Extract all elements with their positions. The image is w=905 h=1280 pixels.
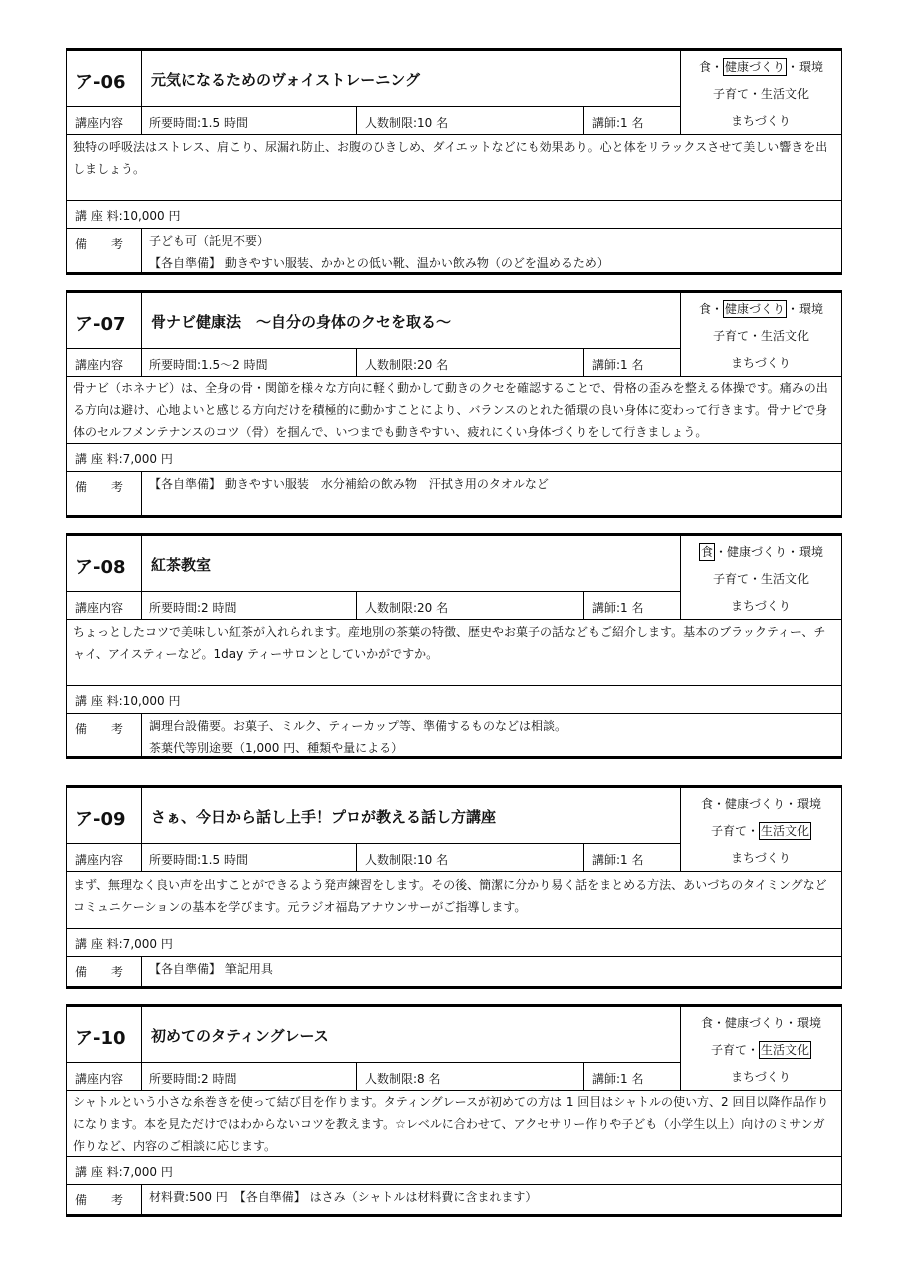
- category-life-selected: 生活文化: [761, 824, 810, 838]
- category-row-2: 子育て・ 生活文化: [710, 824, 810, 838]
- course-capacity: 人数制限:8 名: [365, 1072, 441, 1086]
- category-row-2: 子育て・生活文化: [712, 329, 810, 343]
- course-card-a10: [66, 1004, 842, 1217]
- remark-line: 【各自準備】 筆記用具: [149, 962, 273, 976]
- label-remarks: 備 考: [75, 480, 124, 494]
- remark-line: 子ども可（託児不要）: [149, 234, 270, 248]
- course-fee: :7,000 円: [118, 937, 173, 951]
- course-description: まず、無理なく良い声を出すことができるよう発声練習をします。その後、簡潔に分かり易く話をまとめる方法、あいづちのタイミングなどコミュニケーションの基本を学びます。元ラジオ福島アナウンサーがご指導します。: [73, 878, 827, 914]
- course-instructor: 講師:1 名: [592, 1072, 644, 1086]
- course-title: 初めてのタティングレース: [151, 1027, 329, 1045]
- course-code: ア-10: [75, 1028, 126, 1049]
- course-capacity: 人数制限:10 名: [365, 116, 449, 130]
- course-description: 骨ナビ（ホネナビ）は、全身の骨・関節を様々な方向に軽く動かして動きのクセを確認することで、骨格の歪みを整える体操です。痛みの出る方向は避け、心地よいと感じる方向だけを積極的に動かすことにより、バランスのとれた循環の良い身体に変わって行きます。骨ナビで身体のセルフメンテナンスのコツ（骨）を掴んで、いつまでも動きやすい、疲れにくい身体づくりをして行きましょう。: [73, 381, 828, 439]
- course-title: 骨ナビ健康法 ～自分の身体のクセを取る～: [151, 313, 452, 331]
- course-fee: :10,000 円: [118, 209, 181, 223]
- category-row-3: まちづくり: [731, 114, 791, 128]
- course-fee: :7,000 円: [118, 452, 173, 466]
- category-row-3: まちづくり: [731, 356, 791, 370]
- course-capacity: 人数制限:20 名: [365, 601, 449, 615]
- category-food-selected: 食: [700, 545, 713, 559]
- label-remarks: 備 考: [75, 965, 124, 979]
- course-time: 所要時間:2 時間: [149, 1072, 237, 1086]
- category-row-1: 食 ・健康づくり・環境: [700, 545, 824, 559]
- label-remarks: 備 考: [75, 237, 124, 251]
- course-title: 紅茶教室: [151, 556, 212, 574]
- category-health-selected: 健康づくり: [724, 302, 785, 316]
- fee-row: 講 座 料:7,000 円: [75, 452, 173, 466]
- course-time: 所要時間:1.5～2 時間: [149, 358, 268, 372]
- category-row-1: 食・ 健康づくり ・環境: [698, 60, 824, 74]
- fee-row: 講 座 料:10,000 円: [75, 694, 181, 708]
- label-remarks: 備 考: [75, 1193, 124, 1207]
- category-row-1: 食・健康づくり・環境: [700, 797, 822, 811]
- course-code: ア-07: [75, 314, 126, 335]
- remark-line: 【各自準備】 動きやすい服装、かかとの低い靴、温かい飲み物（のどを温めるため）: [149, 256, 609, 270]
- label-content: 講座内容: [75, 358, 124, 372]
- category-row-3: まちづくり: [731, 1070, 791, 1084]
- course-card-a08: [66, 533, 842, 759]
- course-fee: :7,000 円: [118, 1165, 173, 1179]
- course-instructor: 講師:1 名: [592, 853, 644, 867]
- course-instructor: 講師:1 名: [592, 601, 644, 615]
- course-description: シャトルという小さな糸巻きを使って結び目を作ります。タティングレースが初めての方は 1 回目はシャトルの使い方、2 回目以降作品作りになります。本を見ただけではわからないコツを教えます。☆レベルに合わせて、アクセサリー作りや子ども（小学生以上）向けのミサンガ作りなど、内容のご相談に応じます。: [73, 1095, 829, 1153]
- course-card-a07: [66, 290, 842, 518]
- course-title: さぁ、今日から話し上手！プロが教える話し方講座: [151, 808, 497, 826]
- course-remarks: [149, 1186, 537, 1208]
- course-remarks: [149, 715, 567, 759]
- fee-row: 講 座 料:7,000 円: [75, 937, 173, 951]
- course-time: 所要時間:2 時間: [149, 601, 237, 615]
- course-fee: :10,000 円: [118, 694, 181, 708]
- label-content: 講座内容: [75, 1072, 124, 1086]
- course-description: ちょっとしたコツで美味しい紅茶が入れられます。産地別の茶葉の特徴、歴史やお菓子の話などもご紹介します。基本のブラックティー、チャイ、アイスティーなど。1day ティーサロンとしていかがですか。: [73, 625, 826, 661]
- course-code: ア-06: [75, 72, 126, 93]
- remark-line: 調理台設備要。お菓子、ミルク、ティーカップ等、準備するものなどは相談。: [149, 719, 567, 733]
- fee-row: 講 座 料:10,000 円: [75, 209, 181, 223]
- category-row-2: 子育て・生活文化: [712, 572, 810, 586]
- course-code: ア-08: [75, 557, 126, 578]
- fee-row: 講 座 料:7,000 円: [75, 1165, 173, 1179]
- course-capacity: 人数制限:20 名: [365, 358, 449, 372]
- label-content: 講座内容: [75, 601, 124, 615]
- category-row-3: まちづくり: [731, 851, 791, 865]
- course-capacity: 人数制限:10 名: [365, 853, 449, 867]
- course-code: ア-09: [75, 809, 126, 830]
- label-content: 講座内容: [75, 116, 124, 130]
- remark-line: 材料費:500 円 【各自準備】 はさみ（シャトルは材料費に含まれます）: [149, 1190, 538, 1204]
- course-title: 元気になるためのヴォイストレーニング: [151, 71, 420, 89]
- category-row-2: 子育て・ 生活文化: [710, 1043, 810, 1057]
- course-remarks: [149, 473, 549, 495]
- course-description: 独特の呼吸法はストレス、肩こり、尿漏れ防止、お腹のひきしめ、ダイエットなどにも効果あり。心と体をリラックスさせて美しい響きを出しましょう。: [73, 140, 828, 176]
- course-card-a06: [66, 48, 842, 275]
- category-row-1: 食・健康づくり・環境: [700, 1016, 822, 1030]
- category-health-selected: 健康づくり: [724, 60, 785, 74]
- course-remarks: [149, 230, 609, 274]
- course-remarks: [149, 958, 273, 980]
- label-remarks: 備 考: [75, 722, 124, 736]
- course-instructor: 講師:1 名: [592, 116, 644, 130]
- course-instructor: 講師:1 名: [592, 358, 644, 372]
- course-time: 所要時間:1.5 時間: [149, 853, 248, 867]
- category-row-2: 子育て・生活文化: [712, 87, 810, 101]
- category-row-1: 食・ 健康づくり ・環境: [698, 302, 824, 316]
- course-card-a09: [66, 785, 842, 989]
- category-row-3: まちづくり: [731, 599, 791, 613]
- remark-line: 茶葉代等別途要（1,000 円、種類や量による）: [149, 741, 404, 755]
- category-life-selected: 生活文化: [761, 1043, 810, 1057]
- course-time: 所要時間:1.5 時間: [149, 116, 248, 130]
- label-content: 講座内容: [75, 853, 124, 867]
- remark-line: 【各自準備】 動きやすい服装 水分補給の飲み物 汗拭き用のタオルなど: [149, 477, 549, 491]
